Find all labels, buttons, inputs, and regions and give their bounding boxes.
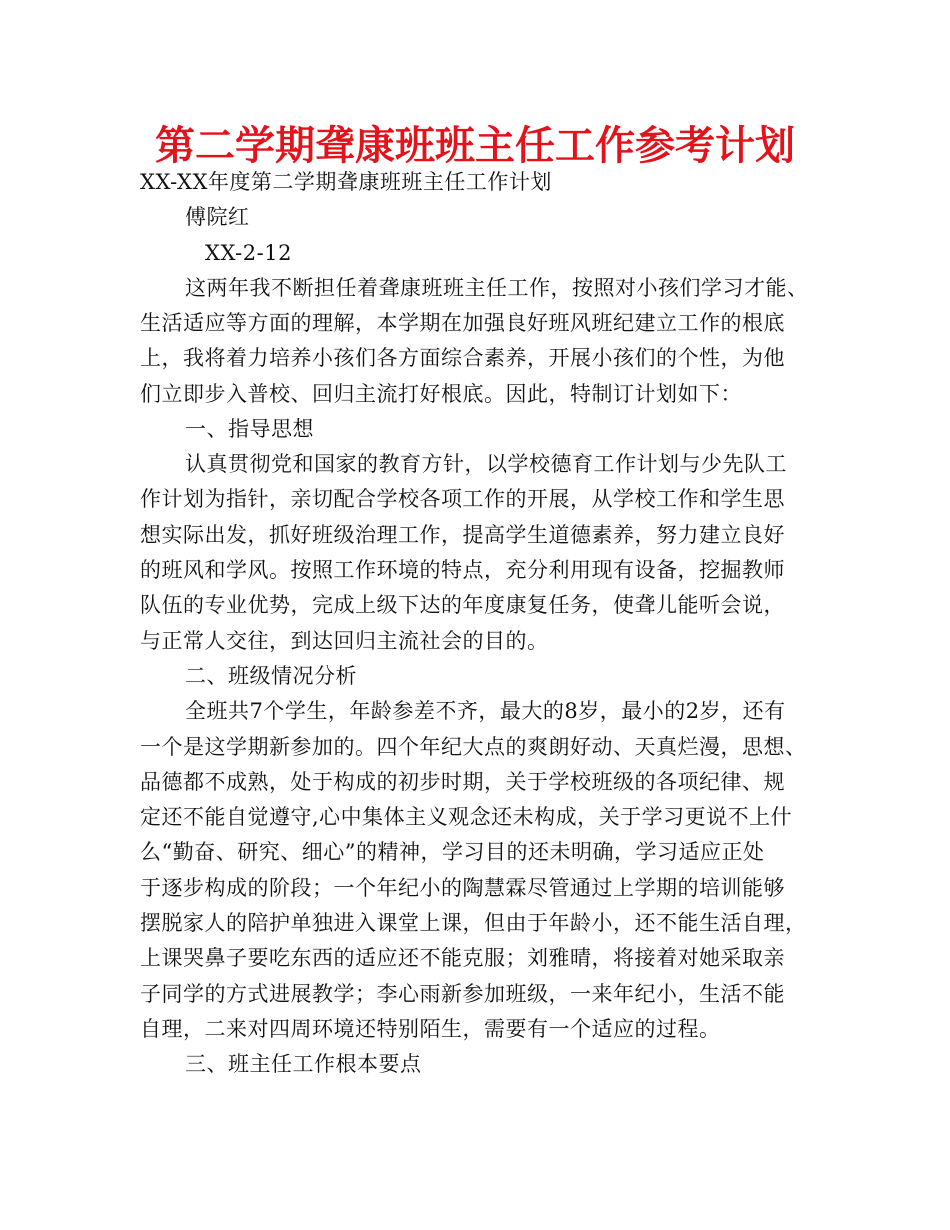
section2-line: 上课哭鼻子要吃东西的适应还不能克服；刘雅晴，将接着对她采取亲	[140, 946, 785, 970]
section1-line: 作计划为指针，亲切配合学校各项工作的开展，从学校工作和学生思	[140, 487, 785, 511]
section2-line: 品德都不成熟，处于构成的初步时期，关于学校班级的各项纪律、规	[140, 770, 785, 794]
section2-line: 摆脱家人的陪护单独进入课堂上课，但由于年龄小，还不能生活自理，	[140, 911, 807, 935]
section1-line: 与正常人交往，到达回归主流社会的目的。	[140, 629, 549, 653]
section2-line: 定还不能自觉遵守,心中集体主义观念还未构成，关于学习更说不上什	[140, 805, 793, 829]
author-name: 傅院红	[185, 205, 250, 229]
section1-line: 队伍的专业优势，完成上级下达的年度康复任务，使聋儿能听会说，	[140, 593, 785, 617]
document-date: XX-2-12	[205, 241, 292, 265]
intro-line: 上，我将着力培养小孩们各方面综合素养，开展小孩们的个性，为他	[140, 346, 785, 370]
section2-line: 自理，二来对四周环境还特别陌生，需要有一个适应的过程。	[140, 1017, 721, 1041]
section1-line: 的班风和学风。按照工作环境的特点，充分利用现有设备，挖掘教师	[140, 558, 785, 582]
section-heading-guiding-thought: 一、指导思想	[185, 417, 314, 441]
section2-line: 一个是这学期新参加的。四个年纪大点的爽朗好动、天真烂漫，思想、	[140, 735, 807, 759]
section2-line: 子同学的方式进展教学；李心雨新参加班级，一来年纪小，生活不能	[140, 982, 785, 1006]
section2-line: 于逐步构成的阶段；一个年纪小的陶慧霖尽管通过上学期的培训能够	[140, 876, 785, 900]
section2-line: 全班共7个学生，年龄参差不齐，最大的8岁，最小的2岁，还有	[185, 699, 786, 723]
intro-line: 们立即步入普校、回归主流打好根底。因此，特制订计划如下：	[140, 382, 742, 406]
section-heading-class-analysis: 二、班级情况分析	[185, 664, 357, 688]
section2-line: 么“勤奋、研究、细心”的精神，学习目的还未明确，学习适应正处	[140, 840, 765, 864]
document-title: 第二学期聋康班班主任工作参考计划	[155, 123, 795, 169]
intro-line: 生活适应等方面的理解，本学期在加强良好班风班纪建立工作的根底	[140, 311, 785, 335]
section1-line: 认真贯彻党和国家的教育方针，以学校德育工作计划与少先队工	[185, 452, 787, 476]
section-heading-key-points: 三、班主任工作根本要点	[185, 1052, 422, 1076]
document-subtitle: XX-XX年度第二学期聋康班班主任工作计划	[140, 170, 552, 194]
intro-line: 这两年我不断担任着聋康班班主任工作，按照对小孩们学习才能、	[185, 276, 809, 300]
section1-line: 想实际出发，抓好班级治理工作，提高学生道德素养，努力建立良好	[140, 523, 785, 547]
